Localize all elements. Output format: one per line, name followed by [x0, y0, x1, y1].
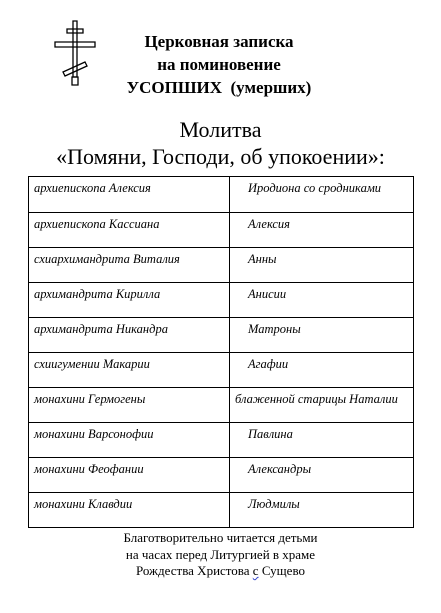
name-cell-left: схиигумении Макарии	[29, 353, 230, 388]
name-cell-right: Матроны	[230, 318, 414, 353]
name-cell-right: Агафии	[230, 353, 414, 388]
footer-note	[0, 530, 441, 580]
table-row	[29, 423, 414, 458]
prayer-title: Молитва	[179, 117, 262, 142]
name-cell-left: схиархимандрита Виталия	[29, 248, 230, 283]
table-row	[29, 493, 414, 528]
prayer-block	[0, 116, 441, 170]
name-cell-right: Алексия	[230, 213, 414, 248]
name-cell-left: монахини Клавдии	[29, 493, 230, 528]
table-row	[29, 458, 414, 493]
table-row	[29, 388, 414, 423]
name-cell-left: архимандрита Кирилла	[29, 283, 230, 318]
table-row	[29, 318, 414, 353]
footer-line-3-end: Сущево	[258, 563, 306, 578]
table-row	[29, 248, 414, 283]
name-cell-right: Людмилы	[230, 493, 414, 528]
name-cell-left: архиепископа Алексия	[29, 177, 230, 213]
header-line-3: УСОПШИХ (умерших)	[126, 78, 312, 97]
name-cell-left: монахини Гермогены	[29, 388, 230, 423]
name-cell-left: монахини Феофании	[29, 458, 230, 493]
footer-line-1: Благотворительно читается детьми	[123, 530, 318, 545]
names-table	[28, 176, 414, 528]
footer-line-3-start: Рождества Христова	[135, 563, 253, 578]
name-cell-left: архимандрита Никандра	[29, 318, 230, 353]
note-header	[108, 30, 330, 99]
name-cell-right: Анны	[230, 248, 414, 283]
name-cell-right: Анисии	[230, 283, 414, 318]
table-row	[29, 283, 414, 318]
name-cell-right: Павлина	[230, 423, 414, 458]
name-cell-left: монахини Варсонофии	[29, 423, 230, 458]
table-row	[29, 213, 414, 248]
name-cell-left: архиепископа Кассиана	[29, 213, 230, 248]
name-cell-right: Александры	[230, 458, 414, 493]
header-line-2: на поминовение	[157, 55, 281, 74]
orthodox-cross-icon	[52, 20, 98, 86]
table-row	[29, 177, 414, 213]
footer-line-2: на часах перед Литургией в храме	[125, 546, 316, 562]
spellcheck-underline: с	[252, 563, 259, 578]
name-cell-right: Иродиона со сродниками	[230, 177, 414, 213]
table-row	[29, 353, 414, 388]
prayer-text: «Помяни, Господи, об упокоении»:	[56, 144, 385, 169]
header-line-1: Церковная записка	[144, 32, 294, 51]
footer-line-3	[0, 563, 441, 580]
name-cell-right: блаженной старицы Наталии	[230, 388, 414, 423]
